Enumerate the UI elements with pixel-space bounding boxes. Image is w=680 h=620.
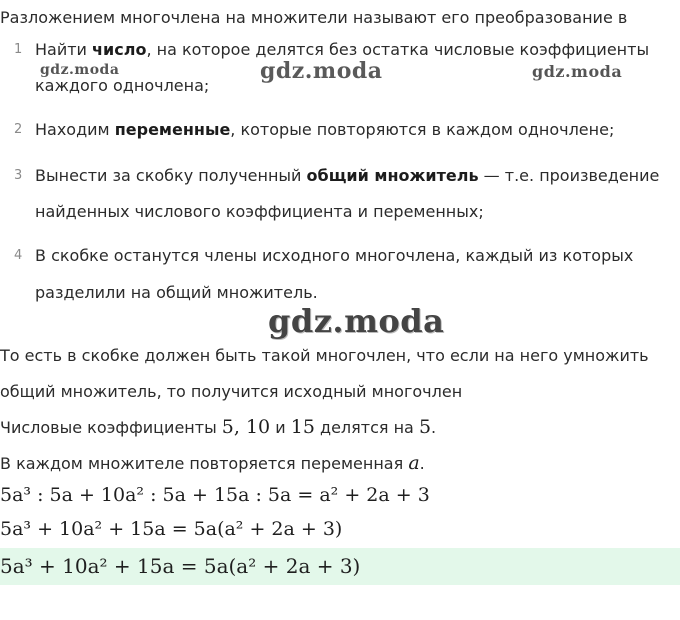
step-number: 3	[14, 168, 23, 183]
step-number: 4	[14, 248, 23, 263]
step-number: 1	[14, 42, 23, 57]
step-text-continued: каждого одночлена;	[35, 76, 210, 95]
watermark: gdz.moda	[40, 62, 120, 78]
math-inline: 15	[290, 416, 315, 438]
equation-result: 5a³ + 10a² + 15a = 5a(a² + 2a + 3)	[0, 518, 343, 540]
step-text: Находим переменные, которые повторяются в каждом одночлене;	[35, 120, 615, 139]
step-text-continued: найденных числового коэффициента и переменных;	[35, 202, 484, 221]
step-bold: число	[92, 40, 147, 59]
step-text: Найти число, на которое делятся без остатка числовые коэффициенты	[35, 40, 650, 59]
intro-text: Разложением многочлена на множители называют его преобразование в	[0, 8, 628, 27]
watermark: gdz.moda	[260, 58, 383, 84]
explanation-line: То есть в скобке должен быть такой многочлен, что если на него умножить	[0, 346, 649, 365]
variable-text: В каждом множителе повторяется переменная a.	[0, 452, 425, 474]
watermark: gdz.moda	[268, 302, 445, 340]
equation-division: 5a³ : 5a + 10a² : 5a + 15a : 5a = a² + 2a + 3	[0, 484, 430, 506]
step-number: 2	[14, 122, 23, 137]
step-text: В скобке останутся члены исходного многочлена, каждый из которых	[35, 246, 634, 265]
step-text-continued: разделили на общий множитель.	[35, 283, 318, 302]
step-text: Вынести за скобку полученный общий множитель — т.е. произведение	[35, 166, 660, 185]
watermark: gdz.moda	[532, 62, 623, 81]
math-inline: 5	[418, 416, 432, 438]
step-bold: общий множитель	[306, 166, 479, 185]
explanation-line: общий множитель, то получится исходный многочлен	[0, 382, 463, 401]
math-inline: 5, 10	[221, 416, 271, 438]
step-bold: переменные	[114, 120, 231, 139]
math-inline: a	[408, 452, 420, 474]
coefficients-text: Числовые коэффициенты 5, 10 и 15 делятся на 5.	[0, 416, 437, 438]
equation-answer: 5a³ + 10a² + 15a = 5a(a² + 2a + 3)	[0, 554, 361, 578]
